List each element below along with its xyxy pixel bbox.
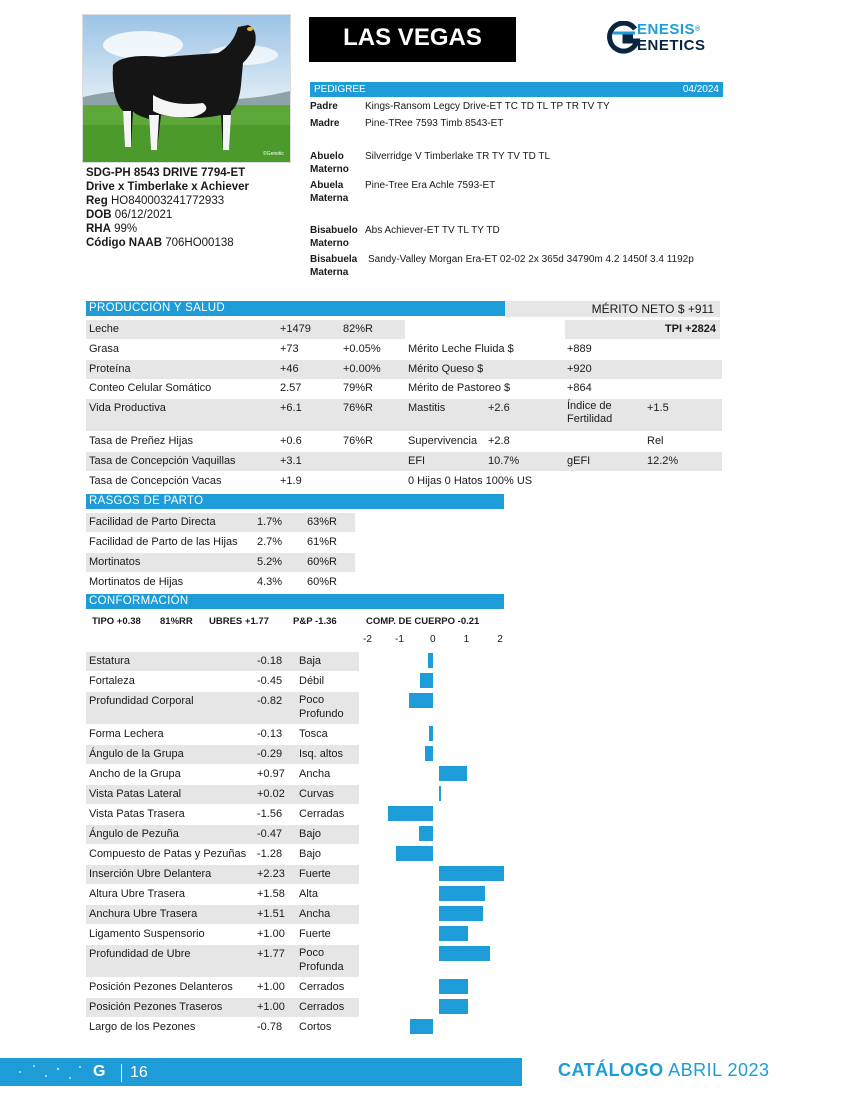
trait-bar: [428, 653, 433, 668]
produccion-cell: Rel: [647, 435, 664, 447]
trait-bar: [409, 693, 433, 708]
produccion-cell: gEFI: [567, 455, 591, 467]
parto-cell: Mortinatos de Hijas: [89, 576, 184, 588]
produccion-cell: 12.2%: [647, 455, 679, 467]
trait-value: +1.77: [257, 948, 285, 960]
trait-row: [86, 845, 359, 864]
trait-row: [86, 745, 359, 764]
produccion-cell: 0 Hijas 0 Hatos 100% US: [408, 475, 533, 487]
pedigree-header: [310, 82, 723, 97]
produccion-cell: +2.6: [488, 402, 510, 414]
pedigree-value: Sandy-Valley Morgan Era-ET 02-02 2x 365d 34790m 4.2 1450f 3.4 1192p: [368, 254, 694, 265]
pedigree-value: Pine-Tree Era Achle 7593-ET: [365, 180, 496, 191]
trait-name: Posición Pezones Delanteros: [89, 981, 233, 993]
trait-row: [86, 998, 359, 1017]
produccion-row: [86, 320, 405, 339]
footer-separator: [121, 1064, 122, 1082]
produccion-cell: +3.1: [280, 455, 302, 467]
footer-bar: [0, 1058, 522, 1086]
trait-bar: [439, 979, 468, 994]
genesis-genetics-logo: [607, 20, 727, 56]
trait-value: -0.13: [257, 728, 283, 740]
trait-bar: [429, 726, 433, 741]
rha-label: RHA: [86, 223, 111, 235]
trait-bar: [439, 946, 490, 961]
trait-bar: [410, 1019, 433, 1034]
produccion-header: PRODUCCIÓN Y SALUD: [86, 301, 506, 316]
merito-neto: MÉRITO NETO $ +911: [505, 301, 720, 317]
parto-cell: Facilidad de Parto Directa: [89, 516, 216, 528]
trait-bar: [439, 999, 468, 1014]
produccion-row: [86, 432, 722, 451]
parto-row: [86, 513, 355, 532]
trait-row: [86, 905, 359, 924]
pyp-value: P&P -1.36: [293, 616, 337, 627]
bull-cross: Drive x Timberlake x Achiever: [86, 181, 250, 193]
trait-name: Vista Patas Trasera: [89, 808, 185, 820]
catalog-title: [558, 1060, 770, 1081]
axis-tick-label: 1: [463, 634, 470, 645]
bull-naab: [86, 236, 249, 250]
produccion-cell: +2.8: [488, 435, 510, 447]
trait-row: [86, 825, 359, 844]
trait-bar: [439, 866, 504, 881]
naab-value: 706HO00138: [165, 237, 234, 249]
trait-row: [86, 785, 359, 804]
trait-value: +1.00: [257, 981, 285, 993]
pedigree-label: Bisabuela Materna: [310, 254, 358, 278]
trait-row: [86, 945, 359, 977]
trait-desc: Ancha: [299, 908, 331, 920]
trait-name: Fortaleza: [89, 675, 135, 687]
parto-row: [86, 553, 355, 572]
trait-row: [86, 725, 359, 744]
trait-row: [86, 652, 359, 671]
produccion-cell: 76%R: [343, 435, 373, 447]
page-number: 16: [130, 1064, 148, 1081]
trait-desc: Isq. altos: [299, 748, 344, 760]
produccion-row: [86, 340, 722, 359]
parto-cell: Facilidad de Parto de las Hijas: [89, 536, 238, 548]
trait-bar: [419, 826, 433, 841]
parto-cell: Mortinatos: [89, 556, 141, 568]
produccion-cell: 76%R: [343, 402, 373, 414]
trait-row: [86, 885, 359, 904]
trait-value: +2.23: [257, 868, 285, 880]
trait-bar: [439, 766, 467, 781]
produccion-cell: Leche: [89, 323, 119, 335]
trait-desc: Fuerte: [299, 928, 331, 940]
trait-name: Vista Patas Lateral: [89, 788, 182, 800]
dob-value: 06/12/2021: [114, 209, 173, 221]
axis-tick-label: 2: [497, 634, 503, 645]
trait-desc: Cortos: [299, 1021, 332, 1033]
trait-bar: [425, 746, 433, 761]
trait-row: [86, 805, 359, 824]
produccion-cell: Mérito de Pastoreo $: [408, 382, 511, 394]
pedigree-label: Padre: [310, 101, 338, 112]
trait-desc: Baja: [299, 655, 322, 667]
parto-cell: 4.3%: [257, 576, 283, 588]
trait-value: +1.00: [257, 928, 285, 940]
produccion-cell: +889: [567, 343, 592, 355]
trait-bar: [388, 806, 433, 821]
produccion-cell: Tasa de Concepción Vacas: [89, 475, 222, 487]
trait-name: Forma Lechera: [89, 728, 164, 740]
parto-cell: 5.2%: [257, 556, 283, 568]
parto-row: [86, 573, 355, 592]
logo-registered: ®: [695, 26, 701, 33]
trait-value: +0.02: [257, 788, 285, 800]
trait-bar: [439, 786, 441, 801]
produccion-cell: Tasa de Preñez Hijas: [89, 435, 193, 447]
parto-cell: 63%R: [307, 516, 337, 528]
logo-line2: ENETICS: [637, 37, 706, 54]
photo-credit: ©Genetic: [263, 151, 284, 157]
pedigree-title: PEDIGREE: [314, 84, 366, 95]
pedigree-label: Abuela Materna: [310, 180, 349, 204]
trait-name: Compuesto de Patas y Pezuñas: [89, 848, 247, 860]
trait-name: Profundidad de Ubre: [89, 948, 191, 960]
trait-desc: Alta: [299, 888, 318, 900]
trait-row: [86, 765, 359, 784]
trait-name: Posición Pezones Traseros: [89, 1001, 223, 1013]
trait-desc: Ancha: [299, 768, 331, 780]
bull-photo-image: [83, 15, 290, 162]
produccion-cell: +73: [280, 343, 299, 355]
trait-name: Profundidad Corporal: [89, 695, 194, 707]
produccion-cell: +1.9: [280, 475, 302, 487]
produccion-cell: Vida Productiva: [89, 402, 166, 414]
trait-row: [86, 925, 359, 944]
parto-cell: 61%R: [307, 536, 337, 548]
pedigree-value: Pine-TRee 7593 Timb 8543-ET: [365, 118, 504, 129]
bull-dob: [86, 208, 249, 222]
catalog-rest: ABRIL 2023: [663, 1060, 770, 1080]
trait-value: +1.00: [257, 1001, 285, 1013]
trait-bar: [439, 886, 485, 901]
trait-desc: Cerrados: [299, 981, 345, 993]
trait-name: Altura Ubre Trasera: [89, 888, 185, 900]
produccion-cell: +46: [280, 363, 299, 375]
trait-name: Inserción Ubre Delantera: [89, 868, 212, 880]
trait-row: [86, 978, 359, 997]
produccion-cell: Mérito Queso $: [408, 363, 484, 375]
trait-desc: Poco Profunda: [299, 947, 344, 973]
comp-cuerpo-value: COMP. DE CUERPO -0.21: [366, 616, 480, 627]
produccion-cell: Mastitis: [408, 402, 446, 414]
pedigree-value: Abs Achiever-ET TV TL TY TD: [365, 225, 500, 236]
rha-value: 99%: [114, 223, 138, 235]
produccion-row: [86, 360, 722, 379]
trait-value: -0.18: [257, 655, 283, 667]
trait-value: -0.82: [257, 695, 283, 707]
bull-info: [86, 166, 249, 250]
trait-desc: Tosca: [299, 728, 328, 740]
produccion-cell: +864: [567, 382, 592, 394]
pedigree-label: Madre: [310, 118, 340, 129]
logo-g-icon: [607, 21, 641, 55]
produccion-cell: EFI: [408, 455, 426, 467]
trait-desc: Débil: [299, 675, 325, 687]
trait-desc: Curvas: [299, 788, 334, 800]
trait-name: Largo de los Pezones: [89, 1021, 196, 1033]
parto-header: RASGOS DE PARTO: [86, 494, 504, 509]
produccion-cell: +1479: [280, 323, 311, 335]
trait-row: [86, 672, 359, 691]
trait-value: -0.45: [257, 675, 283, 687]
produccion-cell: Proteína: [89, 363, 131, 375]
trait-name: Ángulo de Pezuña: [89, 828, 179, 840]
pedigree-label: Abuelo Materno: [310, 151, 349, 175]
dob-label: DOB: [86, 209, 112, 221]
axis-tick-label: -1: [395, 634, 404, 645]
trait-bar: [439, 926, 468, 941]
produccion-cell: Grasa: [89, 343, 119, 355]
trait-value: -1.56: [257, 808, 283, 820]
bull-photo: [82, 14, 291, 163]
produccion-row: [86, 452, 722, 471]
produccion-cell: Conteo Celular Somático: [89, 382, 212, 394]
tipo-rel: 81%RR: [160, 616, 193, 627]
trait-name: Estatura: [89, 655, 130, 667]
trait-value: -0.78: [257, 1021, 283, 1033]
produccion-row: [86, 472, 722, 491]
trait-value: +1.58: [257, 888, 285, 900]
trait-bar: [420, 673, 433, 688]
trait-name: Ángulo de la Grupa: [89, 748, 184, 760]
produccion-cell: Tasa de Concepción Vaquillas: [89, 455, 236, 467]
pedigree-date: 04/2024: [682, 84, 719, 95]
produccion-cell: +920: [567, 363, 592, 375]
tipo-value: TIPO +0.38: [92, 616, 141, 627]
tpi-value: TPI +2824: [565, 320, 720, 339]
footer-logo-icon: G: [93, 1063, 106, 1080]
trait-name: Anchura Ubre Trasera: [89, 908, 198, 920]
pedigree-label: Bisabuelo Materno: [310, 225, 358, 249]
axis-tick-label: -2: [363, 634, 372, 645]
produccion-cell: Índice de Fertilidad: [567, 400, 613, 425]
produccion-cell: 10.7%: [488, 455, 520, 467]
produccion-row: [86, 379, 722, 398]
trait-name: Ligamento Suspensorio: [89, 928, 205, 940]
parto-cell: 60%R: [307, 576, 337, 588]
trait-desc: Cerrados: [299, 1001, 345, 1013]
produccion-row: [86, 399, 722, 431]
produccion-cell: 79%R: [343, 382, 373, 394]
trait-bar: [439, 906, 483, 921]
produccion-cell: Mérito Leche Fluida $: [408, 343, 514, 355]
bull-name: SDG-PH 8543 DRIVE 7794-ET: [86, 167, 246, 179]
naab-label: Código NAAB: [86, 237, 163, 249]
trait-bar: [396, 846, 433, 861]
trait-row: [86, 865, 359, 884]
trait-desc: Fuerte: [299, 868, 331, 880]
reg-value: HO840003241772933: [110, 195, 225, 207]
produccion-cell: +0.05%: [343, 343, 381, 355]
conformacion-header: CONFORMACIÓN: [86, 594, 504, 609]
produccion-cell: 2.57: [280, 382, 302, 394]
produccion-cell: +0.6: [280, 435, 302, 447]
trait-desc: Bajo: [299, 828, 322, 840]
trait-value: -1.28: [257, 848, 283, 860]
axis-tick-label: 0: [430, 634, 436, 645]
page-title: LAS VEGAS: [309, 17, 516, 62]
blank-cell: [405, 320, 565, 339]
pedigree-value: Kings-Ransom Legcy Drive-ET TC TD TL TP TR TV TY: [365, 101, 610, 112]
parto-row: [86, 533, 355, 552]
parto-cell: 1.7%: [257, 516, 283, 528]
produccion-cell: +1.5: [647, 402, 669, 414]
produccion-cell: 82%R: [343, 323, 373, 335]
trait-desc: Cerradas: [299, 808, 345, 820]
reg-label: Reg: [86, 195, 108, 207]
produccion-cell: Supervivencia: [408, 435, 478, 447]
parto-cell: 2.7%: [257, 536, 283, 548]
trait-name: Ancho de la Grupa: [89, 768, 181, 780]
logo-line1: ENESIS: [637, 21, 696, 38]
pedigree-value: Silverridge V Timberlake TR TY TV TD TL: [365, 151, 551, 162]
bull-reg: [86, 194, 249, 208]
ubres-value: UBRES +1.77: [209, 616, 269, 627]
trait-row: [86, 1018, 359, 1037]
produccion-cell: +6.1: [280, 402, 302, 414]
trait-value: -0.47: [257, 828, 283, 840]
trait-value: +0.97: [257, 768, 285, 780]
trait-desc: Poco Profundo: [299, 694, 344, 720]
bull-rha: [86, 222, 249, 236]
trait-value: -0.29: [257, 748, 283, 760]
produccion-cell: +0.00%: [343, 363, 381, 375]
parto-cell: 60%R: [307, 556, 337, 568]
trait-row: [86, 692, 359, 724]
catalog-bold: CATÁLOGO: [558, 1060, 664, 1080]
trait-desc: Bajo: [299, 848, 322, 860]
trait-value: +1.51: [257, 908, 285, 920]
